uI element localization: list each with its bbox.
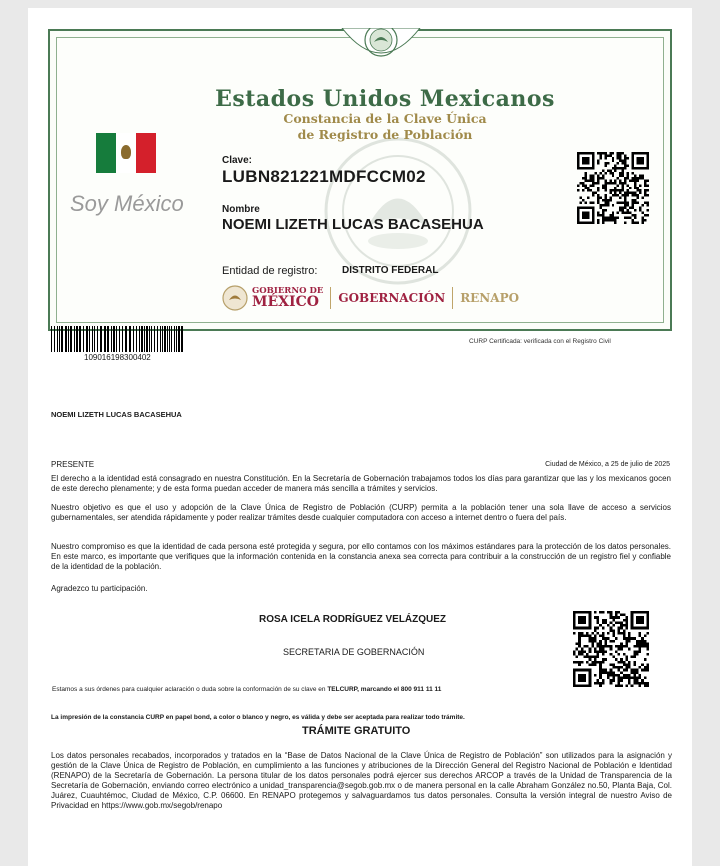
letter-paragraph: El derecho a la identidad está consagrado en nuestra Constitución. En la Secretaría de Gobernación trabajamos todos los días para garantizar que las y los mexicanos gocen de este derecho plenamente; y de esta forma puedan acceder de manera más sencilla a trámites y servicios. [51,474,671,493]
mexico-flag-icon [96,133,156,173]
gobierno-seal-icon [222,285,248,311]
curp-certificate [48,29,672,331]
entidad-label: Entidad de registro: [222,265,318,277]
clave-label: Clave: [222,155,253,166]
privacy-notice: Los datos personales recabados, incorporados y tratados en la “Base de Datos Nacional de la Clave Única de Registro de Población” son utilizados para la asignación y gestión de la Clave Única de Registro de Población, en cumplimiento a las funciones y atribuciones de la Dirección General del Registro Nacional de Población e Identidad (RENAPO) de la Secretaría de Gobernación. La persona titular de los datos personales podrá ejercer sus derechos ARCOP a través de la Unidad de Transparencia de la Secretaría de Gobernación, enviando correo electrónico a unidad_transparencia@segob.gob.mx o de manera personal en la calle Abraham González no.50, Planta Baja, Col. Juárez, Cuauhtémoc, Ciudad de México, C.P. 06600. En RENAPO protegemos y salvaguardamos tus datos personales. Consulta la versión integral de nuestro Aviso de Privacidad en https://www.gob.mx/segob/renapo [51,751,672,810]
national-seal-icon [340,28,422,64]
clave-value: LUBN821221MDFCCM02 [222,167,426,186]
letter-date: Ciudad de México, a 25 de julio de 2025 [545,461,670,468]
entidad-value: DISTRITO FEDERAL [342,265,439,276]
letter-qr-code [573,611,649,687]
signer-title: SECRETARIA DE GOBERNACIÓN [283,647,425,657]
renapo-logo: RENAPO [460,291,520,305]
certificate-subtitle-line2: de Registro de Población [297,127,473,142]
curp-certified-note: CURP Certificada: verificada con el Registro Civil [469,338,611,345]
logo-divider [330,287,331,309]
certificate-subtitle-line1: Constancia de la Clave Única [283,111,487,126]
letter-paragraph: Nuestro objetivo es que el uso y adopción de la Clave Única de Registro de Población (CURP) permita a la población tener una sola llave de acceso a servicios gubernamentales, ser atendida rápidamente y poder realizar trámites desde cualquier computadora con acceso a internet dentro o fuera del país. [51,503,671,522]
certificate-qr-code [577,152,649,224]
logo-divider [452,287,453,309]
certificate-title: Estados Unidos Mexicanos [215,86,555,112]
gobierno-small-text: GOBIERNO DE [252,285,324,296]
free-procedure-heading: TRÁMITE GRATUITO [302,725,411,737]
contact-note [52,686,441,693]
gobernacion-logo: GOBERNACIÓN [338,291,446,305]
document-page [28,8,692,866]
letter-thanks: Agradezco tu participación. [51,584,148,593]
gobierno-big-text: MÉXICO [252,294,319,311]
nombre-value: NOEMI LIZETH LUCAS BACASEHUA [222,216,484,233]
telcurp-phone: TELCURP, marcando el 800 911 11 11 [327,686,442,693]
contact-text: Estamos a sus órdenes para cualquier aclaración o duda sobre la conformación de su clave en [52,686,328,693]
barcode [50,326,184,352]
letter-paragraph: Nuestro compromiso es que la identidad de cada persona esté protegida y segura, por ello contamos con los máximos estándares para la protección de los datos personales. En este marco, es importante que verifiques que la información contenida en la constancia anexa sea correcta para contribuir a la construcción de un registro fiel y confiable de la identidad de la población. [51,542,671,571]
print-validity-note: La impresión de la constancia CURP en papel bond, a color o blanco y negro, es válida y debe ser aceptada para realizar todo trámite. [51,714,465,721]
letter-recipient: NOEMI LIZETH LUCAS BACASEHUA [51,410,182,419]
government-logos [222,283,519,313]
signer-name: ROSA ICELA RODRÍGUEZ VELÁZQUEZ [259,614,447,625]
gobierno-de-mexico-logo [252,287,323,310]
soy-mexico-logo: Soy México [70,191,184,216]
nombre-label: Nombre [222,204,260,215]
barcode-number: 109016198300402 [84,353,151,362]
letter-greeting: PRESENTE [51,460,95,469]
